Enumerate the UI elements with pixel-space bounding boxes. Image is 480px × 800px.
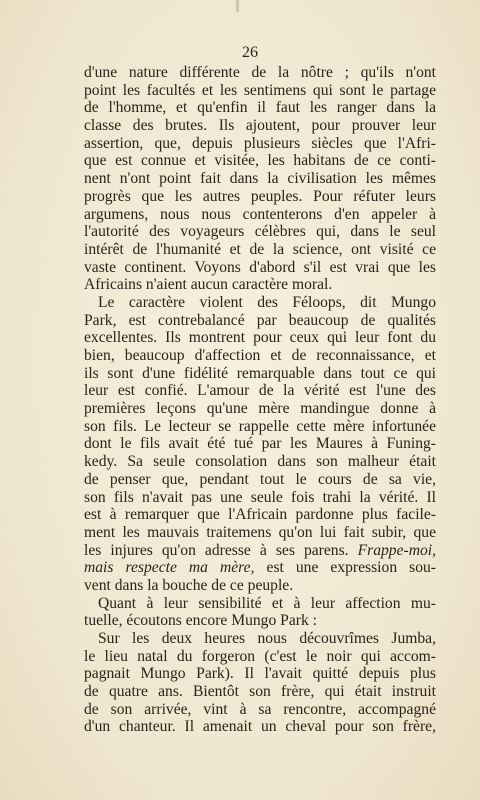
text-line: ils sont d'une fidélité remarquable dans tout ce qui xyxy=(84,364,436,382)
text-line: Le caractère violent des Féloops, dit Mungo xyxy=(98,293,436,311)
text-line: pagnait Mungo Park). Il l'avait quitté depuis plus xyxy=(84,665,436,683)
text-line: Sur les deux heures nous découvrîmes Jumba, xyxy=(98,630,436,647)
text-line: tuelle, écoutons encore Mungo Park : xyxy=(84,612,317,630)
text-line: nent n'ont point fait dans la civilisation les mêmes xyxy=(84,170,436,188)
text-line: son fils. Le lecteur se rappelle cette mère infortunée xyxy=(84,417,436,435)
text-line: premières leçons qu'une mère mandingue donne à xyxy=(84,400,436,418)
gutter-mark xyxy=(236,0,239,12)
text-line: l'autorité des voyageurs célèbres qui, dans le seul xyxy=(84,223,436,241)
text-line: point les facultés et les sentimens qui sont le partage xyxy=(84,81,436,99)
text-line: le lieu natal du forgeron (c'est le noir qui accom- xyxy=(84,647,436,665)
text-line: progrès que les autres peuples. Pour réfuter leurs xyxy=(84,187,436,205)
text-line: vaste continent. Voyons d'abord s'il est vrai que les xyxy=(84,258,436,276)
text-line: de penser que, pendant tout le cours de sa vie, xyxy=(84,470,436,488)
text-line: Africains n'aient aucun caractère moral. xyxy=(84,276,333,294)
text-line: son fils n'avait pas une seule fois trahi la vérité. Il xyxy=(84,488,436,506)
text-line: est à remarquer que l'Africain pardonne plus facile- xyxy=(84,506,436,524)
text-line: kedy. Sa seule consolation dans son malheur était xyxy=(84,453,436,471)
page-number: 26 xyxy=(242,44,258,61)
text-line: assertion, que, depuis plusieurs siècles que l'Afri- xyxy=(84,134,436,152)
italic-phrase: mais respecte ma mère, xyxy=(84,559,255,577)
text-line: excellentes. Ils montrent pour ceux qui leur font du xyxy=(84,329,436,347)
text-line: leur est confié. L'amour de la vérité est l'une des xyxy=(84,382,436,400)
text-line: les injures qu'on adresse à ses parens. Frappe-moi, xyxy=(84,541,436,559)
text-line: d'une nature différente de la nôtre ; qu'ils n'ont xyxy=(84,64,436,81)
text-line: dont le fils avait été tué par les Maures à Funing- xyxy=(84,435,436,453)
text-line: argumens, nous nous contenterons d'en appeler à xyxy=(84,205,436,223)
text-line: que est connue et visitée, les habitans de ce conti- xyxy=(84,152,436,170)
italic-phrase: Frappe-moi, xyxy=(357,541,436,559)
text-line: bien, beaucoup d'affection et de reconnaissance, et xyxy=(84,347,436,364)
text-line: classe des brutes. Ils ajoutent, pour prouver leur xyxy=(84,117,436,135)
text-line: de quatre ans. Bientôt son frère, qui était instruit xyxy=(84,683,436,701)
text-line: de son arrivée, vint à sa rencontre, accompagné xyxy=(84,700,436,718)
text-line: de l'homme, et qu'enfin il faut les ranger dans la xyxy=(84,99,436,117)
text-line: intérêt de l'humanité et de la science, ont visité ce xyxy=(84,240,436,258)
body-text xyxy=(84,64,436,736)
text-line: Park, est contrebalancé par beaucoup de qualités xyxy=(84,311,436,329)
text-line: vent dans la bouche de ce peuple. xyxy=(84,576,294,594)
text-line: Quant à leur sensibilité et à leur affection mu- xyxy=(98,594,436,612)
text-line: d'un chanteur. Il amenait un cheval pour son frère, xyxy=(84,718,436,736)
text-line: mais respecte ma mère, est une expression sou- xyxy=(84,559,436,577)
text-line: ment les mauvais traitemens qu'on lui fait subir, que xyxy=(84,523,436,541)
